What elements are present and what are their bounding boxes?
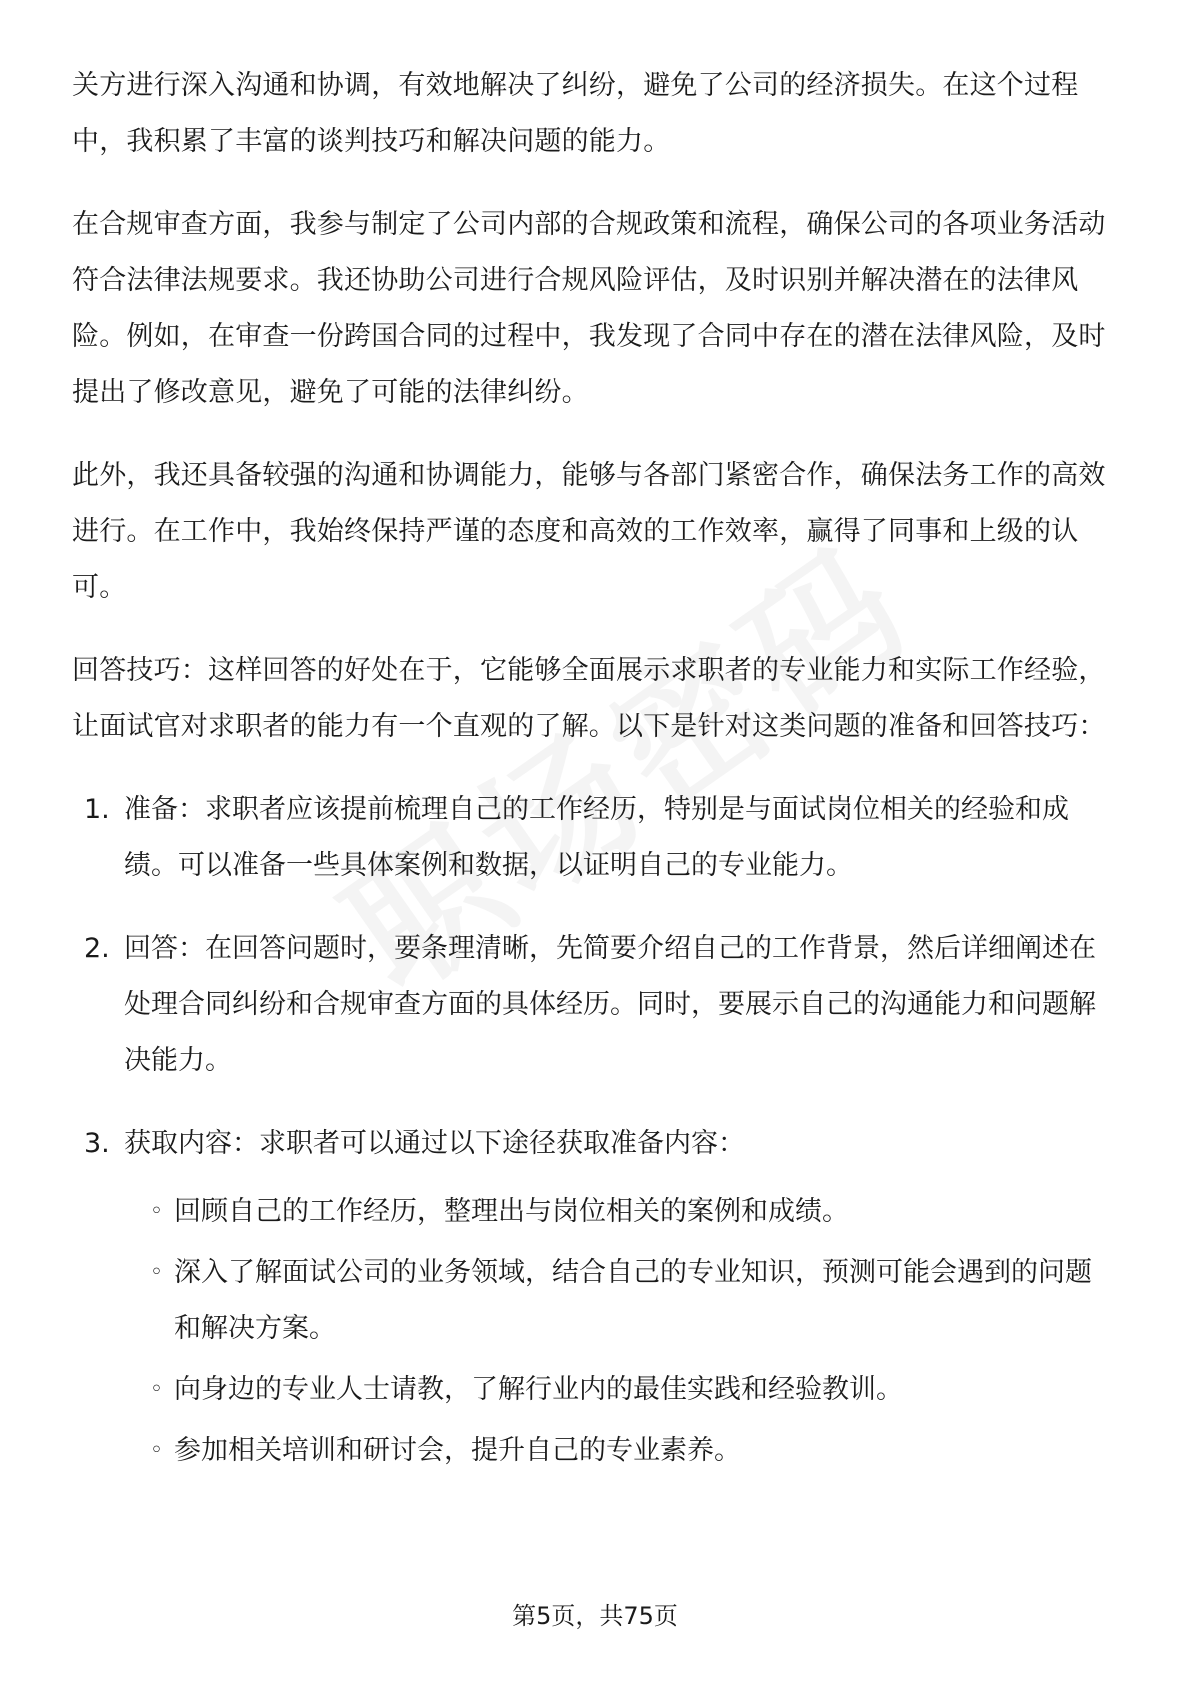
list-item-text: 获取内容：求职者可以通过以下途径获取准备内容： (124, 1128, 745, 1159)
page-number-footer: 第5页，共75页 (512, 1602, 678, 1630)
tips-list (72, 782, 1118, 1479)
paragraph-4: 回答技巧：这样回答的好处在于，它能够全面展示求职者的专业能力和实际工作经验，让面试官对求职者的能力有一个直观的了解。以下是针对这类问题的准备和回答技巧： (72, 655, 1106, 742)
sub-list-item-text: 向身边的专业人士请教，了解行业内的最佳实践和经验教训。 (174, 1374, 903, 1405)
paragraph-2: 在合规审查方面，我参与制定了公司内部的合规政策和流程，确保公司的各项业务活动符合法律法规要求。我还协助公司进行合规风险评估，及时识别并解决潜在的法律风险。例如，在审查一份跨国合同的过程中，我发现了合同中存在的潜在法律风险，及时提出了修改意见，避免了可能的法律纠纷。 (72, 209, 1106, 408)
list-item-number: 1. (84, 794, 110, 825)
paragraph-1: 关方进行深入沟通和协调，有效地解决了纠纷，避免了公司的经济损失。在这个过程中，我积累了丰富的谈判技巧和解决问题的能力。 (72, 70, 1079, 157)
sub-list-item-text: 参加相关培训和研讨会，提升自己的专业素养。 (174, 1435, 741, 1466)
sub-list (124, 1184, 1118, 1479)
list-item (72, 1116, 1118, 1479)
list-item (72, 921, 1118, 1089)
document-body (72, 58, 1118, 1506)
list-item-text: 准备：求职者应该提前梳理自己的工作经历，特别是与面试岗位相关的经验和成绩。可以准备一些具体案例和数据，以证明自己的专业能力。 (124, 794, 1069, 881)
sub-list-item-text: 深入了解面试公司的业务领域，结合自己的专业知识，预测可能会遇到的问题和解决方案。 (174, 1257, 1092, 1344)
list-item-text: 回答：在回答问题时，要条理清晰，先简要介绍自己的工作背景，然后详细阐述在处理合同纠纷和合规审查方面的具体经历。同时，要展示自己的沟通能力和问题解决能力。 (124, 933, 1096, 1076)
list-item (72, 782, 1118, 894)
bullet-icon: ◦ (150, 1199, 163, 1224)
paragraph-3: 此外，我还具备较强的沟通和协调能力，能够与各部门紧密合作，确保法务工作的高效进行。在工作中，我始终保持严谨的态度和高效的工作效率，赢得了同事和上级的认可。 (72, 460, 1106, 603)
sub-list-item (124, 1423, 1118, 1479)
list-item-number: 3. (84, 1128, 110, 1159)
sub-list-item (124, 1184, 1118, 1240)
sub-list-item (124, 1362, 1118, 1418)
sub-list-item-text: 回顾自己的工作经历，整理出与岗位相关的案例和成绩。 (174, 1196, 849, 1227)
bullet-icon: ◦ (150, 1260, 163, 1285)
bullet-icon: ◦ (150, 1377, 163, 1402)
sub-list-item (124, 1245, 1118, 1357)
list-item-number: 2. (84, 933, 110, 964)
bullet-icon: ◦ (150, 1438, 163, 1463)
